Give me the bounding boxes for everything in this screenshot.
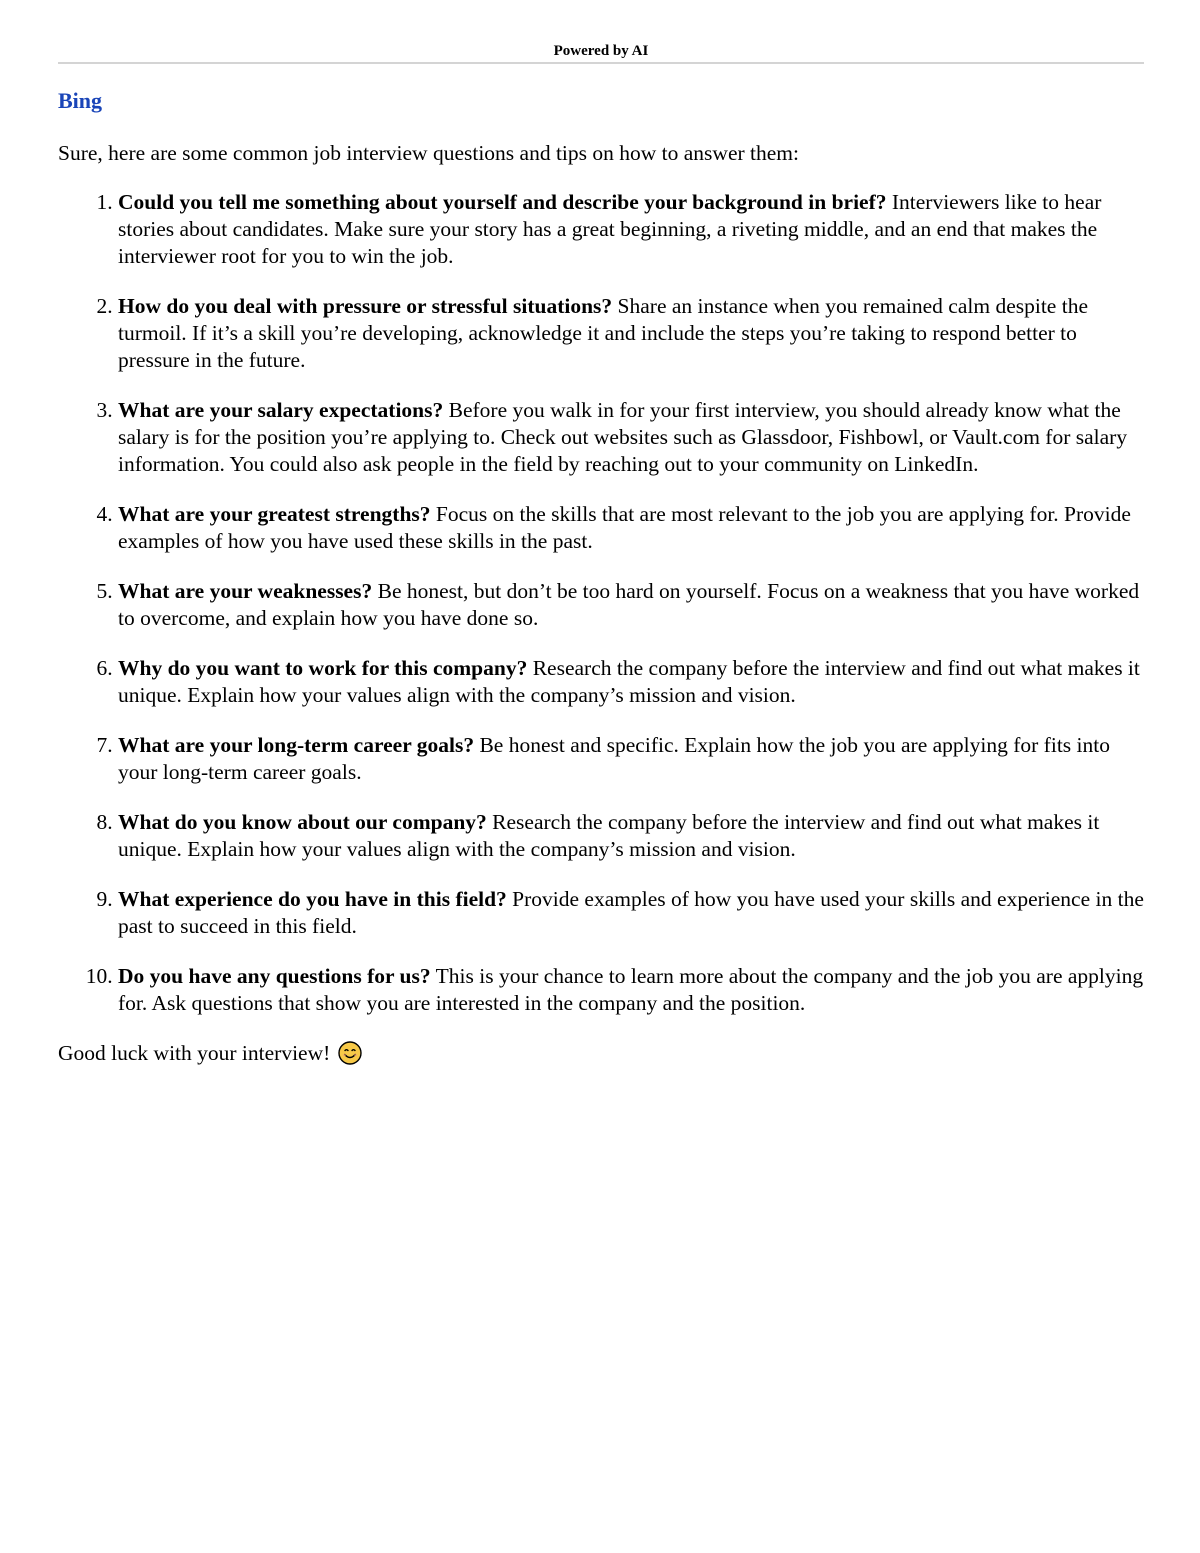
question-text: How do you deal with pressure or stressful situations? [118, 294, 613, 318]
answer-text: This is your chance to learn more about the company and the job you are applying for. Ask questions that show you are interested in the company and the position. [118, 964, 1144, 1015]
question-text: Do you have any questions for us? [118, 964, 431, 988]
interview-questions-list [58, 189, 1144, 1017]
list-item [118, 963, 1144, 1017]
list-item [118, 397, 1144, 478]
list-item [118, 732, 1144, 786]
closing-text: Good luck with your interview! [58, 1041, 331, 1065]
list-item [118, 501, 1144, 555]
page-header: Powered by AI [58, 42, 1144, 64]
question-text: Why do you want to work for this company? [118, 656, 528, 680]
question-text: What are your salary expectations? [118, 398, 444, 422]
list-item [118, 809, 1144, 863]
question-text: What are your weaknesses? [118, 579, 373, 603]
answer-text: Provide examples of how you have used your skills and experience in the past to succeed in this field. [118, 887, 1144, 938]
answer-text: Share an instance when you remained calm despite the turmoil. If it’s a skill you’re developing, acknowledge it and include the steps you’re taking to respond better to pressure in the future. [118, 294, 1088, 372]
answer-text: Be honest, but don’t be too hard on yourself. Focus on a weakness that you have worked to overcome, and explain how you have done so. [118, 579, 1140, 630]
list-item [118, 293, 1144, 374]
question-text: What are your long-term career goals? [118, 733, 475, 757]
answer-text: Research the company before the interview and find out what makes it unique. Explain how your values align with the company’s mission and vision. [118, 810, 1100, 861]
source-name: Bing [58, 88, 103, 113]
list-item [118, 655, 1144, 709]
question-text: What do you know about our company? [118, 810, 487, 834]
document-page [58, 0, 1144, 1067]
question-text: Could you tell me something about yourself and describe your background in brief? [118, 190, 887, 214]
answer-text: Be honest and specific. Explain how the job you are applying for fits into your long-term career goals. [118, 733, 1110, 784]
list-item [118, 189, 1144, 270]
intro-paragraph: Sure, here are some common job interview questions and tips on how to answer them: [58, 141, 799, 165]
question-text: What experience do you have in this field? [118, 887, 507, 911]
smiling-face-icon [338, 1041, 362, 1065]
question-text: What are your greatest strengths? [118, 502, 431, 526]
answer-text: Research the company before the interview and find out what makes it unique. Explain how your values align with the company’s mission and vision. [118, 656, 1140, 707]
closing-line [58, 1040, 1144, 1067]
answer-text: Before you walk in for your first interview, you should already know what the salary is for the position you’re applying to. Check out websites such as Glassdoor, Fishbowl, or Vault.com for salary information. You could also ask people in the field by reaching out to your community on LinkedIn. [118, 398, 1128, 476]
list-item [118, 886, 1144, 940]
answer-text: Interviewers like to hear stories about candidates. Make sure your story has a great beginning, a riveting middle, and an end that makes the interviewer root for you to win the job. [118, 190, 1102, 268]
answer-text: Focus on the skills that are most relevant to the job you are applying for. Provide examples of how you have used these skills in the past. [118, 502, 1131, 553]
list-item [118, 578, 1144, 632]
